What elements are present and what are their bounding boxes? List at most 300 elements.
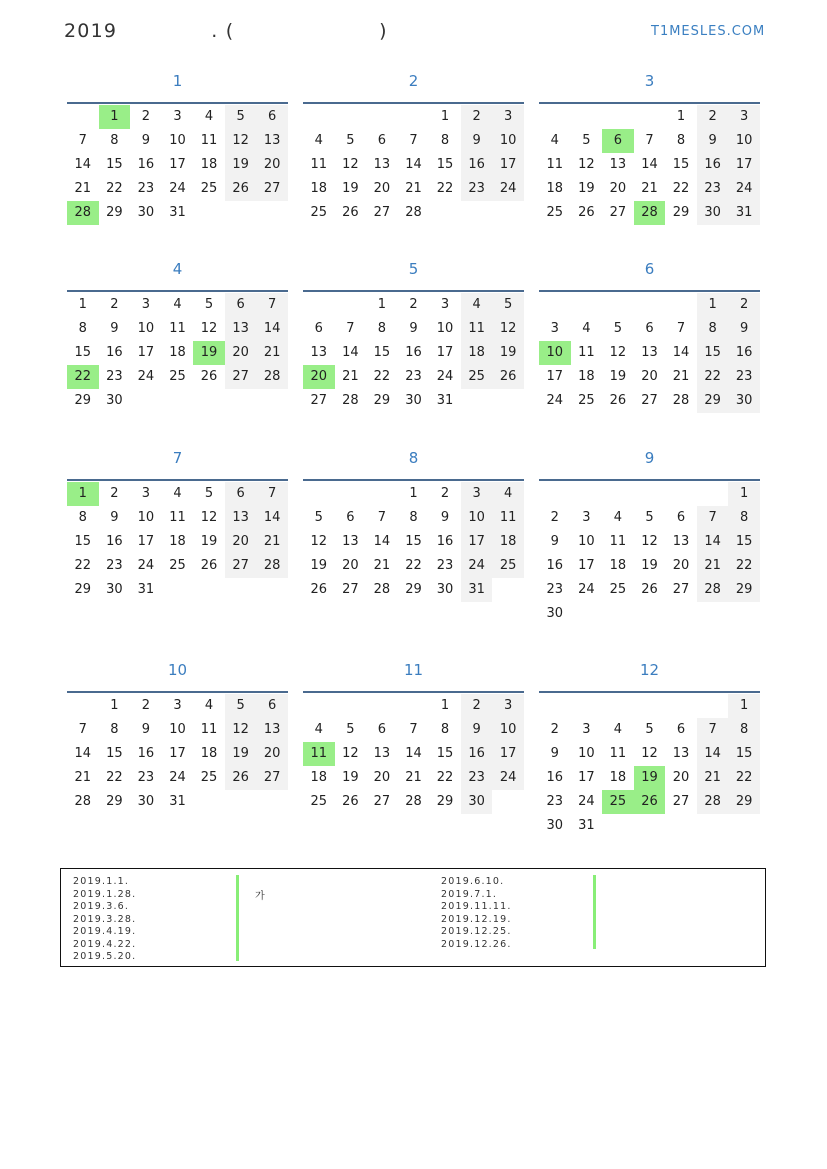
- day-cell: 23: [137, 770, 155, 785]
- day-cell: 25: [200, 770, 218, 785]
- day-cell: 27: [672, 582, 690, 597]
- day-cell: 3: [141, 486, 151, 501]
- day-cell: 19: [310, 558, 328, 573]
- month-title: 6: [644, 260, 655, 278]
- week-row: [67, 766, 288, 790]
- empty-day-cell: [225, 578, 257, 602]
- month-rule: [539, 102, 760, 104]
- week-row: [539, 790, 760, 814]
- week-row: [67, 389, 288, 413]
- empty-day-cell: [728, 602, 760, 626]
- day-cell: 17: [492, 153, 524, 177]
- day-cell: 6: [225, 293, 257, 317]
- empty-day-cell: [398, 694, 430, 718]
- day-cell: 22: [106, 181, 123, 196]
- week-row: [539, 718, 760, 742]
- week-row: [539, 317, 760, 341]
- day-cell: 9: [110, 510, 119, 525]
- day-cell: 9: [461, 129, 493, 153]
- day-cell: 11: [461, 317, 493, 341]
- empty-day-cell: [571, 602, 603, 626]
- day-cell: 7: [78, 133, 87, 148]
- day-cell: 12: [609, 345, 627, 360]
- empty-day-cell: [571, 694, 603, 718]
- day-cell: 7: [697, 718, 729, 742]
- empty-day-cell: [665, 814, 697, 838]
- day-cell: 18: [578, 369, 595, 384]
- day-cell: 9: [409, 321, 418, 336]
- day-cell: 13: [373, 746, 391, 761]
- legend-date: 2019.12.25.: [441, 926, 512, 937]
- day-cell: 7: [409, 133, 418, 148]
- day-cell: 24: [461, 554, 493, 578]
- day-cell: 11: [609, 746, 627, 761]
- day-cell: 12: [641, 746, 658, 761]
- day-cell: 25: [310, 205, 328, 220]
- empty-day-cell: [225, 201, 257, 225]
- day-cell: 3: [582, 722, 591, 737]
- week-row: [539, 766, 760, 790]
- day-cell: 28: [256, 365, 288, 389]
- day-cell: 27: [256, 766, 288, 790]
- empty-day-cell: [366, 694, 398, 718]
- legend-left-dates: [73, 876, 136, 964]
- day-cell: 17: [137, 534, 155, 549]
- day-cell: 24: [137, 369, 155, 384]
- month-weeks: [67, 105, 288, 225]
- day-cell: 8: [377, 321, 387, 336]
- day-cell: 13: [256, 129, 288, 153]
- week-row: [303, 129, 524, 153]
- day-cell: 1: [728, 482, 760, 506]
- day-cell: 12: [310, 534, 328, 549]
- day-cell: 24: [436, 369, 454, 384]
- day-cell: 7: [676, 321, 686, 336]
- week-row: [67, 790, 288, 814]
- empty-day-cell: [256, 578, 288, 602]
- day-cell: 6: [256, 105, 288, 129]
- day-cell: 2: [141, 109, 151, 124]
- day-cell: 13: [641, 345, 658, 360]
- week-row: [67, 365, 288, 389]
- day-cell: 15: [728, 530, 760, 554]
- empty-day-cell: [665, 602, 697, 626]
- day-cell: 7: [377, 510, 387, 525]
- day-cell: 30: [461, 790, 493, 814]
- day-cell: 12: [200, 321, 218, 336]
- month-title: 11: [403, 661, 424, 679]
- day-cell: 28: [342, 393, 359, 408]
- legend-date: 2019.12.19.: [441, 913, 512, 925]
- week-row: [303, 153, 524, 177]
- week-row: [67, 341, 288, 365]
- day-cell: 27: [373, 794, 391, 809]
- empty-day-cell: [366, 482, 398, 506]
- empty-day-cell: [492, 389, 524, 413]
- week-row: [67, 293, 288, 317]
- day-cell: 29: [728, 578, 760, 602]
- empty-day-cell: [571, 482, 603, 506]
- month-12: [539, 655, 760, 838]
- day-cell: 23: [461, 177, 493, 201]
- week-row: [67, 482, 288, 506]
- day-cell: 15: [74, 534, 92, 549]
- day-cell: 25: [169, 558, 186, 573]
- day-cell: 30: [697, 201, 729, 225]
- day-cell: 28: [256, 554, 288, 578]
- month-weeks: [67, 482, 288, 602]
- day-cell: 9: [550, 746, 559, 761]
- month-1: [67, 66, 288, 225]
- empty-day-cell: [67, 105, 99, 129]
- day-cell: 9: [141, 133, 151, 148]
- day-cell: 20: [256, 742, 288, 766]
- day-cell: 25: [169, 369, 186, 384]
- day-cell: 24: [578, 582, 595, 597]
- month-rule: [67, 102, 288, 104]
- empty-day-cell: [193, 201, 225, 225]
- day-cell: 24: [546, 393, 564, 408]
- day-cell: 14: [697, 742, 729, 766]
- day-cell: 28: [672, 393, 690, 408]
- day-cell: 22: [67, 365, 99, 389]
- day-cell: 15: [436, 157, 454, 172]
- day-cell: 9: [550, 534, 559, 549]
- day-cell: 30: [436, 582, 454, 597]
- week-row: [303, 530, 524, 554]
- month-3: [539, 66, 760, 225]
- week-row: [539, 694, 760, 718]
- week-row: [303, 742, 524, 766]
- day-cell: 19: [634, 766, 666, 790]
- day-cell: 14: [256, 317, 288, 341]
- day-cell: 5: [204, 486, 214, 501]
- day-cell: 31: [169, 794, 186, 809]
- day-cell: 4: [461, 293, 493, 317]
- day-cell: 24: [169, 181, 186, 196]
- day-cell: 27: [225, 365, 257, 389]
- day-cell: 2: [409, 297, 418, 312]
- day-cell: 12: [641, 534, 658, 549]
- day-cell: 26: [200, 369, 218, 384]
- month-weeks: [303, 482, 524, 602]
- day-cell: 28: [74, 794, 92, 809]
- day-cell: 28: [634, 201, 666, 225]
- month-weeks: [303, 105, 524, 225]
- empty-day-cell: [539, 293, 571, 317]
- day-cell: 5: [346, 133, 355, 148]
- week-row: [67, 554, 288, 578]
- day-cell: 15: [672, 157, 690, 172]
- day-cell: 1: [676, 109, 686, 124]
- day-cell: 3: [173, 109, 182, 124]
- day-cell: 13: [310, 345, 328, 360]
- week-row: [67, 129, 288, 153]
- day-cell: 17: [169, 746, 186, 761]
- day-cell: 18: [546, 181, 564, 196]
- day-cell: 17: [436, 345, 454, 360]
- month-rule: [303, 102, 524, 104]
- legend-date: 2019.12.26.: [441, 938, 512, 950]
- day-cell: 9: [440, 510, 450, 525]
- day-cell: 12: [225, 718, 257, 742]
- empty-day-cell: [461, 389, 493, 413]
- day-cell: 20: [609, 181, 627, 196]
- day-cell: 23: [697, 177, 729, 201]
- day-cell: 20: [342, 558, 359, 573]
- day-cell: 9: [141, 722, 151, 737]
- empty-day-cell: [193, 578, 225, 602]
- day-cell: 30: [546, 606, 564, 621]
- day-cell: 17: [578, 558, 595, 573]
- day-cell: 21: [405, 770, 422, 785]
- legend-date: 2019.11.11.: [441, 901, 512, 912]
- day-cell: 21: [697, 766, 729, 790]
- empty-day-cell: [335, 293, 367, 317]
- month-title: 12: [639, 661, 660, 679]
- empty-day-cell: [602, 105, 634, 129]
- legend-date: 2019.6.10.: [441, 876, 505, 887]
- day-cell: 6: [346, 510, 355, 525]
- day-cell: 19: [492, 341, 524, 365]
- week-row: [67, 742, 288, 766]
- day-cell: 19: [225, 742, 257, 766]
- day-cell: 27: [310, 393, 328, 408]
- day-cell: 14: [405, 746, 422, 761]
- day-cell: 5: [645, 510, 654, 525]
- day-cell: 10: [461, 506, 493, 530]
- day-cell: 6: [377, 722, 387, 737]
- day-cell: 22: [405, 558, 422, 573]
- day-cell: 21: [641, 181, 658, 196]
- month-4: [67, 254, 288, 413]
- empty-day-cell: [602, 293, 634, 317]
- day-cell: 11: [200, 133, 218, 148]
- month-weeks: [539, 694, 760, 838]
- day-cell: 18: [609, 558, 627, 573]
- month-title: 5: [408, 260, 419, 278]
- empty-day-cell: [492, 201, 524, 225]
- day-cell: 26: [200, 558, 218, 573]
- month-rule: [539, 479, 760, 481]
- day-cell: 10: [169, 133, 186, 148]
- month-rule: [67, 479, 288, 481]
- week-row: [539, 389, 760, 413]
- day-cell: 9: [728, 317, 760, 341]
- day-cell: 6: [645, 321, 654, 336]
- empty-day-cell: [303, 105, 335, 129]
- week-row: [539, 341, 760, 365]
- day-cell: 21: [697, 554, 729, 578]
- week-row: [303, 482, 524, 506]
- day-cell: 25: [492, 554, 524, 578]
- day-cell: 8: [110, 722, 119, 737]
- week-row: [539, 578, 760, 602]
- day-cell: 23: [728, 365, 760, 389]
- day-cell: 20: [256, 153, 288, 177]
- empty-day-cell: [162, 389, 194, 413]
- week-row: [303, 341, 524, 365]
- empty-day-cell: [697, 482, 729, 506]
- day-cell: 29: [74, 393, 92, 408]
- day-cell: 24: [169, 770, 186, 785]
- week-row: [67, 506, 288, 530]
- day-cell: 30: [405, 393, 422, 408]
- day-cell: 24: [137, 558, 155, 573]
- day-cell: 21: [672, 369, 690, 384]
- legend-date: 2019.7.1.: [441, 888, 498, 900]
- month-rule: [303, 691, 524, 693]
- day-cell: 16: [106, 534, 123, 549]
- month-title: 9: [644, 449, 655, 467]
- day-cell: 31: [169, 205, 186, 220]
- week-row: [67, 153, 288, 177]
- week-row: [67, 201, 288, 225]
- week-row: [67, 718, 288, 742]
- legend-date: 2019.5.20.: [73, 951, 137, 962]
- day-cell: 25: [609, 582, 627, 597]
- day-cell: 27: [373, 205, 391, 220]
- day-cell: 10: [492, 129, 524, 153]
- legend-date: 2019.1.28.: [73, 888, 137, 900]
- day-cell: 13: [373, 157, 391, 172]
- day-cell: 5: [613, 321, 623, 336]
- month-weeks: [303, 293, 524, 413]
- day-cell: 22: [106, 770, 123, 785]
- day-cell: 12: [578, 157, 595, 172]
- day-cell: 14: [405, 157, 422, 172]
- empty-day-cell: [256, 389, 288, 413]
- day-cell: 25: [546, 205, 564, 220]
- day-cell: 6: [377, 133, 387, 148]
- day-cell: 1: [78, 297, 87, 312]
- day-cell: 29: [373, 393, 391, 408]
- empty-day-cell: [539, 482, 571, 506]
- day-cell: 13: [256, 718, 288, 742]
- day-cell: 13: [672, 746, 690, 761]
- month-7: [67, 443, 288, 602]
- day-cell: 6: [256, 694, 288, 718]
- day-cell: 12: [342, 157, 359, 172]
- month-weeks: [303, 694, 524, 814]
- day-cell: 20: [225, 341, 257, 365]
- day-cell: 1: [99, 105, 131, 129]
- day-cell: 30: [546, 818, 564, 833]
- day-cell: 2: [697, 105, 729, 129]
- day-cell: 19: [342, 181, 359, 196]
- day-cell: 11: [303, 742, 335, 766]
- day-cell: 19: [200, 534, 218, 549]
- month-weeks: [67, 293, 288, 413]
- day-cell: 8: [78, 321, 87, 336]
- day-cell: 27: [256, 177, 288, 201]
- day-cell: 4: [204, 698, 214, 713]
- day-cell: 26: [342, 205, 359, 220]
- day-cell: 22: [697, 365, 729, 389]
- day-cell: 20: [672, 558, 690, 573]
- day-cell: 17: [578, 770, 595, 785]
- day-cell: 6: [602, 129, 634, 153]
- day-cell: 25: [461, 365, 493, 389]
- day-cell: 6: [676, 722, 686, 737]
- day-cell: 8: [728, 718, 760, 742]
- day-cell: 14: [74, 157, 92, 172]
- month-weeks: [539, 482, 760, 626]
- day-cell: 31: [461, 578, 493, 602]
- day-cell: 13: [672, 534, 690, 549]
- day-cell: 17: [461, 530, 493, 554]
- empty-day-cell: [665, 694, 697, 718]
- empty-day-cell: [571, 105, 603, 129]
- day-cell: 2: [110, 486, 119, 501]
- day-cell: 5: [314, 510, 323, 525]
- legend-date: 2019.4.19.: [73, 926, 137, 937]
- day-cell: 23: [546, 582, 564, 597]
- day-cell: 8: [110, 133, 119, 148]
- day-cell: 6: [314, 321, 323, 336]
- empty-day-cell: [225, 790, 257, 814]
- day-cell: 29: [436, 794, 454, 809]
- day-cell: 2: [141, 698, 151, 713]
- empty-day-cell: [335, 105, 367, 129]
- day-cell: 8: [676, 133, 686, 148]
- day-cell: 8: [697, 317, 729, 341]
- day-cell: 3: [173, 698, 182, 713]
- day-cell: 22: [436, 181, 454, 196]
- day-cell: 26: [225, 177, 257, 201]
- day-cell: 16: [137, 157, 155, 172]
- week-row: [67, 530, 288, 554]
- day-cell: 25: [310, 794, 328, 809]
- week-row: [303, 694, 524, 718]
- day-cell: 4: [204, 109, 214, 124]
- day-cell: 8: [440, 133, 450, 148]
- week-row: [67, 317, 288, 341]
- day-cell: 23: [461, 766, 493, 790]
- day-cell: 10: [578, 746, 595, 761]
- day-cell: 18: [169, 534, 186, 549]
- legend-left-note: 가: [255, 891, 265, 902]
- day-cell: 2: [110, 297, 119, 312]
- week-row: [303, 177, 524, 201]
- day-cell: 3: [728, 105, 760, 129]
- day-cell: 17: [137, 345, 155, 360]
- empty-day-cell: [303, 482, 335, 506]
- month-rule: [539, 290, 760, 292]
- day-cell: 27: [641, 393, 658, 408]
- week-row: [539, 554, 760, 578]
- legend-date: 2019.4.22.: [73, 938, 137, 950]
- legend-date: 2019.1.1.: [73, 876, 130, 887]
- day-cell: 3: [492, 694, 524, 718]
- day-cell: 1: [440, 109, 450, 124]
- day-cell: 14: [697, 530, 729, 554]
- day-cell: 23: [546, 794, 564, 809]
- day-cell: 5: [346, 722, 355, 737]
- month-rule: [303, 290, 524, 292]
- month-10: [67, 655, 288, 814]
- day-cell: 27: [225, 554, 257, 578]
- day-cell: 10: [492, 718, 524, 742]
- week-row: [303, 578, 524, 602]
- empty-day-cell: [634, 694, 666, 718]
- week-row: [539, 177, 760, 201]
- site-brand[interactable]: T1MESLES.COM: [651, 24, 766, 39]
- day-cell: 9: [110, 321, 119, 336]
- day-cell: 28: [697, 790, 729, 814]
- day-cell: 1: [110, 698, 119, 713]
- day-cell: 1: [67, 482, 99, 506]
